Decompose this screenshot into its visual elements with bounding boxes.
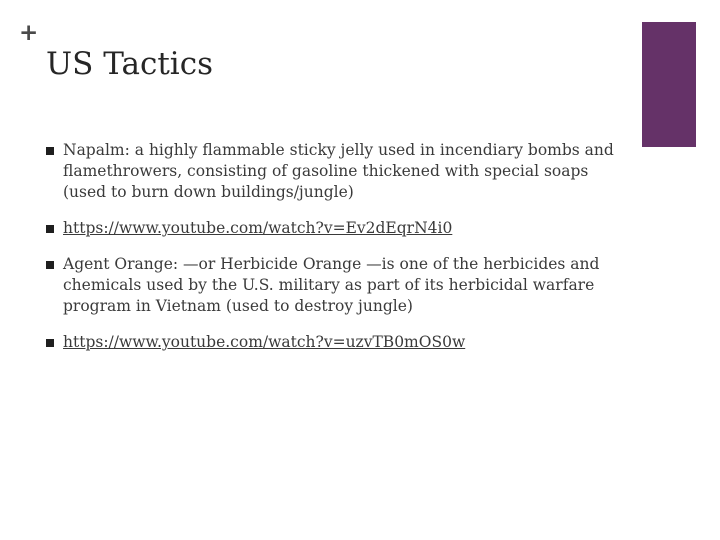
video-link[interactable]: https://www.youtube.com/watch?v=Ev2dEqrN4i0 (63, 219, 453, 237)
video-link[interactable]: https://www.youtube.com/watch?v=uzvTB0mOS0w (63, 333, 466, 351)
bullet-text: Agent Orange: —or Herbicide Orange —is one of the herbicides and chemicals used by the U.S. military as part of its herbicidal warfare program in Vietnam (used to destroy jungle) (63, 255, 600, 315)
bullet-item-napalm (46, 140, 636, 203)
square-bullet-icon (46, 147, 54, 155)
bullet-item-video-link-2 (46, 332, 636, 353)
square-bullet-icon (46, 225, 54, 233)
square-bullet-icon (46, 339, 54, 347)
bullet-item-video-link-1 (46, 218, 636, 239)
accent-bar (642, 22, 696, 147)
bullet-text: Napalm: a highly flammable sticky jelly used in incendiary bombs and flamethrowers, consisting of gasoline thickened with special soaps (used to burn down buildings/jungle) (63, 141, 614, 201)
plus-icon: + (19, 20, 39, 46)
slide-title: US Tactics (46, 46, 213, 82)
bullet-item-agent-orange (46, 254, 636, 317)
square-bullet-icon (46, 261, 54, 269)
bullet-list (46, 140, 636, 353)
